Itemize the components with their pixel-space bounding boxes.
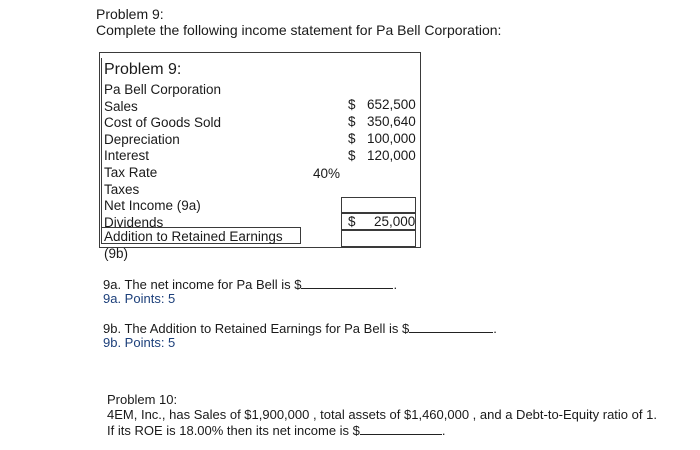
depreciation-value: 100,000 — [367, 131, 416, 146]
depreciation-dollar: $ — [348, 131, 356, 146]
problem-10-line1: 4EM, Inc., has Sales of $1,900,000 , total assets of $1,460,000 , and a Debt-to-Equity ratio of 1. — [107, 407, 657, 422]
problem-9-instruction: Complete the following income statement for Pa Bell Corporation: — [96, 22, 502, 38]
problem-10-title: Problem 10: — [107, 392, 178, 407]
row-label-sales: Sales — [104, 98, 138, 114]
row-label-cogs: Cost of Goods Sold — [104, 115, 222, 131]
cogs-dollar: $ — [348, 114, 356, 129]
dividends-value: 25,000 — [374, 214, 416, 229]
answer-10-blank[interactable] — [360, 422, 442, 435]
problem-9-title: Problem 9: — [96, 6, 164, 22]
cogs-value: 350,640 — [367, 114, 416, 129]
net-income-input[interactable] — [341, 197, 416, 213]
statement-heading: Problem 9: — [104, 61, 182, 78]
question-9a-points: 9a. Points: 5 — [103, 291, 176, 306]
row-label-retained-earnings: Addition to Retained Earnings (9b) — [101, 227, 301, 244]
statement-labels — [101, 58, 304, 231]
question-9b-text: 9b. The Addition to Retained Earnings for Pa Bell is $ — [103, 321, 410, 336]
question-9a-text: 9a. The net income for Pa Bell is $ — [103, 277, 302, 292]
interest-value: 120,000 — [367, 148, 416, 163]
question-9a: 9a. The net income for Pa Bell is $ . — [103, 277, 398, 292]
row-label-dividends: Dividends — [104, 214, 164, 230]
sales-value: 652,500 — [367, 97, 416, 112]
dividends-dollar: $ — [348, 214, 356, 229]
row-label-tax-rate: Tax Rate — [104, 164, 158, 180]
problem-10-line2-wrap: If its ROE is 18.00% then its net income is $ . — [107, 423, 446, 438]
question-9b: 9b. The Addition to Retained Earnings for Pa Bell is $ . — [103, 321, 497, 336]
tax-rate-value: 40% — [313, 166, 341, 181]
answer-9a-blank[interactable] — [301, 276, 393, 289]
sales-dollar: $ — [348, 97, 356, 112]
retained-earnings-input[interactable] — [341, 230, 416, 247]
answer-9b-blank[interactable] — [409, 320, 493, 333]
row-label-interest: Interest — [104, 148, 150, 164]
row-label-net-income: Net Income (9a) — [104, 198, 201, 214]
problem-10-line2: If its ROE is 18.00% then its net income is $ — [107, 423, 360, 438]
company-name: Pa Bell Corporation — [104, 82, 222, 97]
row-label-taxes: Taxes — [104, 181, 140, 197]
question-9b-points: 9b. Points: 5 — [103, 335, 176, 350]
row-label-depreciation: Depreciation — [104, 131, 180, 147]
interest-dollar: $ — [348, 148, 356, 163]
